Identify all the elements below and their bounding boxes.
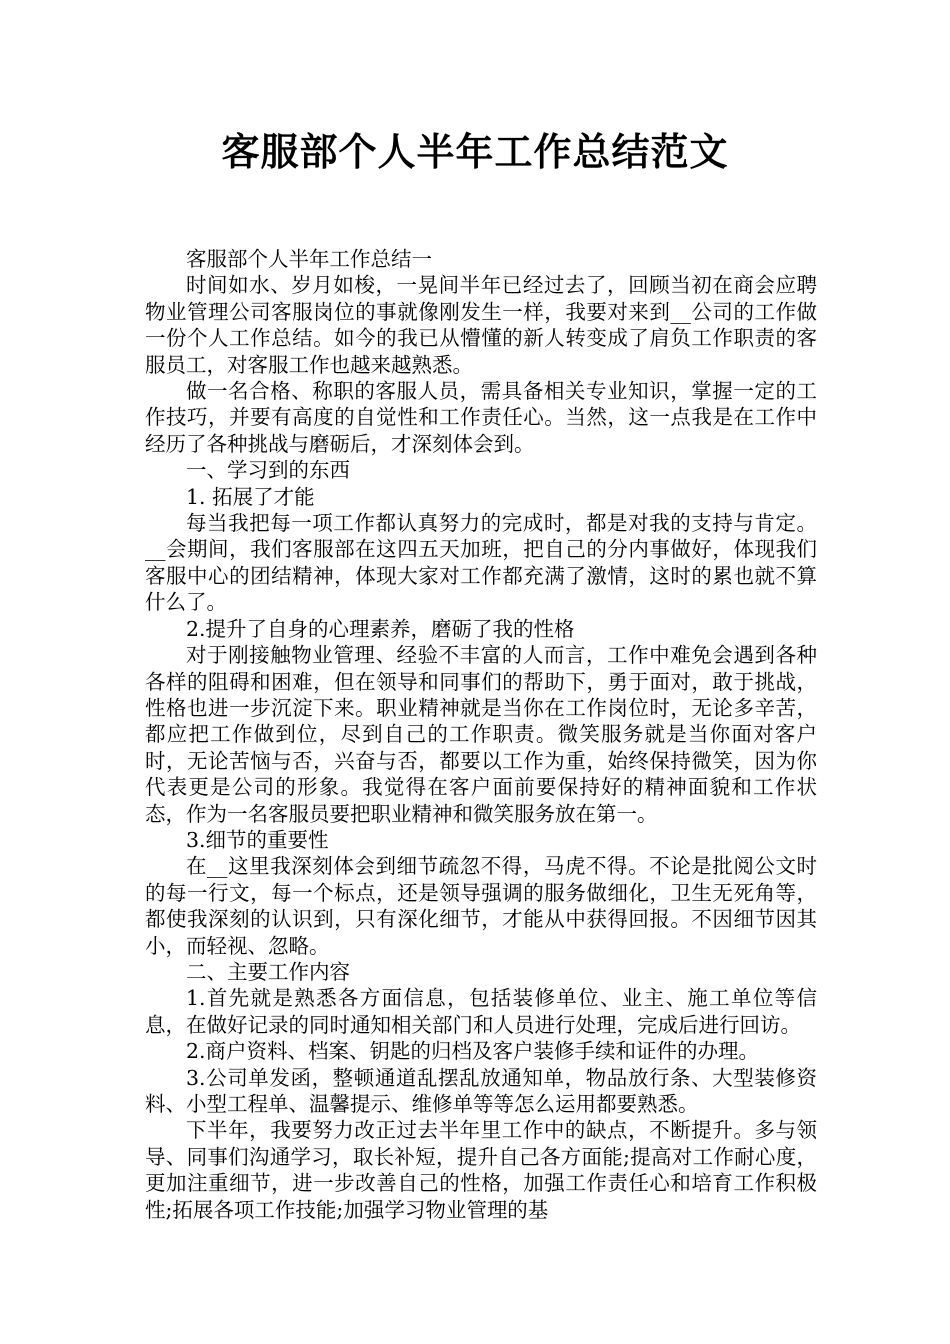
list-item: 1.首先就是熟悉各方面信息，包括装修单位、业主、施工单位等信息，在做好记录的同时通知相关部门和人员进行处理，完成后进行回访。 xyxy=(145,986,817,1037)
body-paragraph: 下半年，我要努力改正过去半年里工作中的缺点，不断提升。多与领导、同事们沟通学习，取长补短，提升自己各方面能;提高对工作耐心度，更加注重细节，进一步改善自己的性格，加强工作责任心和培育工作积极性;拓展各项工作技能;加强学习物业管理的基 xyxy=(145,1118,817,1222)
body-paragraph: 时间如水、岁月如梭，一晃间半年已经过去了，回顾当初在商会应聘物业管理公司客服岗位的事就像刚发生一样，我要对来到__公司的工作做一份个人工作总结。如今的我已从懵懂的新人转变成了肩负工作职责的客服员工，对客服工作也越来越熟悉。 xyxy=(145,273,817,377)
document-title: 客服部个人半年工作总结范文 xyxy=(221,130,729,174)
body-paragraph: 对于刚接触物业管理、经验不丰富的人而言，工作中难免会遇到各种各样的阻碍和困难，但在领导和同事们的帮助下，勇于面对，敢于挑战，性格也进一步沉淀下来。职业精神就是当你在工作岗位时，无论多辛苦，都应把工作做到位，尽到自己的工作职责。微笑服务就是当你面对客户时，无论苦恼与否，兴奋与否，都要以工作为重，始终保持微笑，因为你代表更是公司的形象。我觉得在客户面前要保持好的精神面貌和工作状态，作为一名客服员要把职业精神和微笑服务放在第一。 xyxy=(145,643,817,826)
body-paragraph: 做一名合格、称职的客服人员，需具备相关专业知识，掌握一定的工作技巧，并要有高度的自觉性和工作责任心。当然，这一点我是在工作中经历了各种挑战与磨砺后，才深刻体会到。 xyxy=(145,379,817,456)
subsection-heading: 1. 拓展了才能 xyxy=(186,484,315,509)
section-heading: 客服部个人半年工作总结一 xyxy=(186,247,432,271)
subsection-heading: 2.提升了自身的心理素养，磨砺了我的性格 xyxy=(186,616,575,641)
body-paragraph: 在__这里我深刻体会到细节疏忽不得，马虎不得。不论是批阅公文时的每一行文，每一个标点，还是领导强调的服务做细化，卫生无死角等，都使我深刻的认识到，只有深化细节，才能从中获得回报。不因细节因其小，而轻视、忽略。 xyxy=(145,854,817,958)
body-paragraph: 每当我把每一项工作都认真努力的完成时，都是对我的支持与肯定。__会期间，我们客服部在这四五天加班，把自己的分内事做好，体现我们客服中心的团结精神，体现大家对工作都充满了激情，这时的累也就不算什么了。 xyxy=(145,511,817,615)
list-item: 2.商户资料、档案、钥匙的归档及客户装修手续和证件的办理。 xyxy=(186,1039,760,1064)
document-body xyxy=(145,246,817,1223)
section-heading: 一、学习到的东西 xyxy=(186,458,350,483)
section-heading: 二、主要工作内容 xyxy=(186,959,350,984)
subsection-heading: 3.细节的重要性 xyxy=(186,827,329,852)
list-item: 3.公司单发函，整顿通道乱摆乱放通知单，物品放行条、大型装修资料、小型工程单、温馨提示、维修单等等怎么运用都要熟悉。 xyxy=(145,1065,817,1116)
